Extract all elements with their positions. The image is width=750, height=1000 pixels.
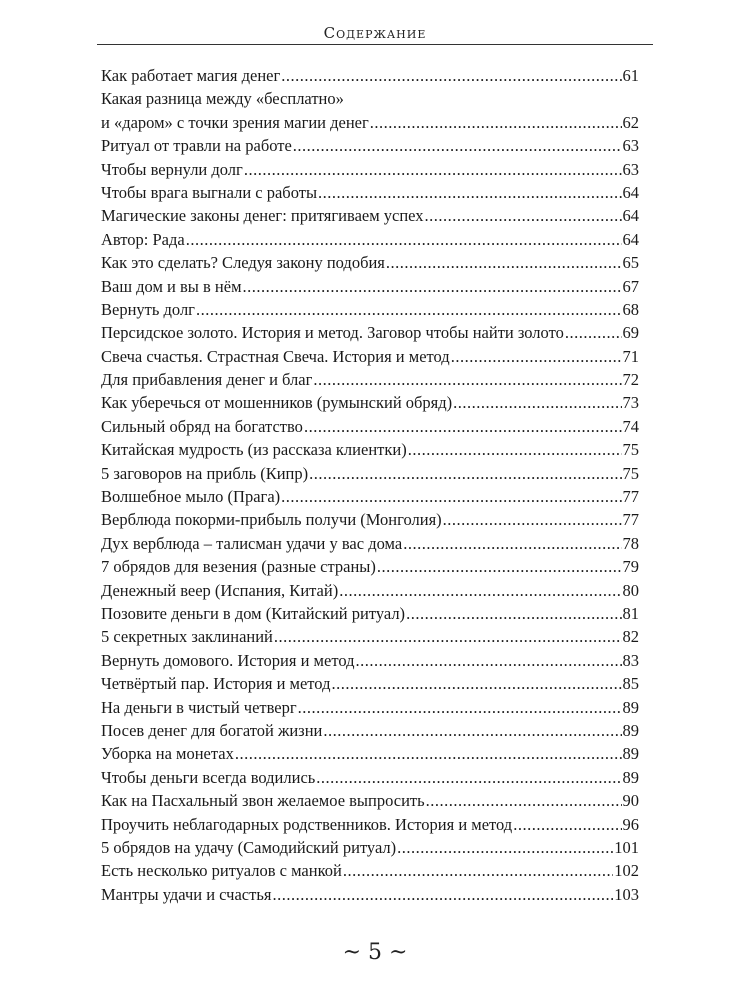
toc-entry-title: Дух верблюда – талисман удачи у вас дома <box>101 533 403 553</box>
toc-entry-page-number: 71 <box>622 346 639 366</box>
dot-leader <box>281 64 621 87</box>
toc-entry[interactable] <box>101 438 639 461</box>
page-number: ~ 5 ~ <box>342 940 408 965</box>
toc-entry-title: Денежный веер (Испания, Китай) <box>101 580 339 600</box>
toc-entry-page-number: 64 <box>622 206 639 226</box>
toc-entry-title: Вернуть долг <box>101 299 195 319</box>
toc-entry-page-number: 77 <box>622 510 639 530</box>
toc-entry-title: На деньги в чистый четверг <box>101 697 297 717</box>
toc-entry[interactable] <box>101 462 639 485</box>
toc-entry[interactable] <box>101 859 639 882</box>
toc-entry-title: 5 секретных заклинаний <box>101 627 273 647</box>
toc-entry-page-number: 74 <box>622 416 639 436</box>
toc-entry-page-number: 69 <box>622 323 639 343</box>
toc-entry[interactable] <box>101 368 639 391</box>
toc-entry-page-number: 64 <box>622 182 639 202</box>
dot-leader <box>313 368 621 391</box>
toc-entry-page-number: 63 <box>622 136 639 156</box>
toc-entry-page-number: 77 <box>622 487 639 507</box>
toc-entry[interactable] <box>101 649 639 672</box>
toc-entry-page-number: 96 <box>622 814 639 834</box>
dot-leader <box>356 649 622 672</box>
toc-entry-page-number: 101 <box>614 837 639 857</box>
dot-leader <box>453 391 621 414</box>
toc-entry-page-number: 63 <box>622 159 639 179</box>
toc-entry-title: Чтобы вернули долг <box>101 159 243 179</box>
dot-leader <box>443 508 622 531</box>
toc-entry-page-number: 78 <box>622 533 639 553</box>
toc-entry[interactable] <box>101 275 639 298</box>
toc-entry-title: Персидское золото. История и метод. Заговор чтобы найти золото <box>101 323 564 343</box>
toc-entry[interactable] <box>101 87 639 110</box>
toc-entry-page-number: 75 <box>622 440 639 460</box>
toc-entry-title: Чтобы деньги всегда водились <box>101 767 316 787</box>
toc-entry[interactable] <box>101 298 639 321</box>
toc-entry-title: 5 обрядов на удачу (Самодийский ритуал) <box>101 837 397 857</box>
toc-entry[interactable] <box>101 555 639 578</box>
toc-entry-page-number: 67 <box>622 276 639 296</box>
toc-entry[interactable] <box>101 625 639 648</box>
toc-entry-page-number: 102 <box>614 861 639 881</box>
toc-entry-page-number: 103 <box>614 884 639 904</box>
dot-leader <box>370 111 622 134</box>
toc-entry-title: Как это сделать? Следуя закону подобия <box>101 253 385 273</box>
toc-entry-page-number: 62 <box>622 112 639 132</box>
toc-entry-title: Четвёртый пар. История и метод <box>101 674 331 694</box>
toc-entry-title: Вернуть домового. История и метод <box>101 650 355 670</box>
toc-entry-page-number: 90 <box>622 791 639 811</box>
toc-entry[interactable] <box>101 579 639 602</box>
toc-entry-page-number: 72 <box>622 370 639 390</box>
toc-entry-title: Ваш дом и вы в нём <box>101 276 242 296</box>
toc-entry-page-number: 75 <box>622 463 639 483</box>
toc-entry-page-number: 68 <box>622 299 639 319</box>
toc-entry[interactable] <box>101 64 639 87</box>
dot-leader <box>272 883 613 906</box>
dot-leader <box>425 204 622 227</box>
toc-entry-title: 5 заговоров на прибль (Кипр) <box>101 463 309 483</box>
toc-entry[interactable] <box>101 158 639 181</box>
toc-entry-title: Чтобы врага выгнали с работы <box>101 182 318 202</box>
toc-entry[interactable] <box>101 415 639 438</box>
dot-leader <box>274 625 622 648</box>
toc-entry[interactable] <box>101 836 639 859</box>
toc-entry[interactable] <box>101 696 639 719</box>
toc-entry-page-number: 89 <box>622 767 639 787</box>
toc-entry-title: и «даром» с точки зрения магии денег <box>101 112 369 132</box>
toc-entry-title: Ритуал от травли на работе <box>101 136 292 156</box>
dot-leader <box>377 555 622 578</box>
header-rule <box>97 44 653 45</box>
dot-leader <box>243 275 622 298</box>
dot-leader <box>304 415 622 438</box>
toc-entry-page-number: 89 <box>622 744 639 764</box>
toc-entry-title: Верблюда покорми-прибыль получи (Монголия) <box>101 510 442 530</box>
toc-entry-title: Автор: Рада <box>101 229 185 249</box>
dot-leader <box>403 532 621 555</box>
running-head-title: Содержание <box>323 24 427 42</box>
toc-entry-title: Какая разница между «бесплатно» <box>101 89 344 109</box>
dot-leader <box>318 181 621 204</box>
toc-entry-title: Для прибавления денег и благ <box>101 370 313 390</box>
toc-entry-page-number: 82 <box>622 627 639 647</box>
toc-entry[interactable] <box>101 883 639 906</box>
toc-entry-page-number: 64 <box>622 229 639 249</box>
toc-entry-title: Как работает магия денег <box>101 66 281 85</box>
toc-entry-title: Сильный обряд на богатство <box>101 416 303 436</box>
dot-leader <box>235 742 622 765</box>
toc-entry[interactable] <box>101 391 639 414</box>
table-of-contents <box>101 64 639 906</box>
toc-entry-title: Мантры удачи и счастья <box>101 884 272 904</box>
toc-entry-title: Китайская мудрость (из рассказа клиентки) <box>101 440 407 460</box>
toc-entry-title: Волшебное мыло (Прага) <box>101 487 281 507</box>
toc-entry-page-number: 81 <box>622 603 639 623</box>
dot-leader <box>513 813 621 836</box>
toc-entry-page-number: 80 <box>622 580 639 600</box>
dot-leader <box>316 766 621 789</box>
dot-leader <box>244 158 622 181</box>
toc-entry[interactable] <box>101 321 639 344</box>
dot-leader <box>343 859 613 882</box>
dot-leader <box>451 345 622 368</box>
toc-entry[interactable] <box>101 789 639 812</box>
dot-leader <box>397 836 613 859</box>
dot-leader <box>196 298 622 321</box>
toc-entry[interactable] <box>101 508 639 531</box>
dot-leader <box>386 251 622 274</box>
dot-leader <box>406 602 621 625</box>
toc-entry-title: Свеча счастья. Страстная Свеча. История и метод <box>101 346 450 366</box>
dot-leader <box>298 696 622 719</box>
toc-entry[interactable] <box>101 251 639 274</box>
toc-entry[interactable] <box>101 602 639 625</box>
dot-leader <box>281 485 621 508</box>
toc-entry[interactable] <box>101 111 639 134</box>
toc-entry-title: Уборка на монетах <box>101 744 234 764</box>
toc-entry[interactable] <box>101 345 639 368</box>
toc-entry[interactable] <box>101 532 639 555</box>
toc-entry-title: Есть несколько ритуалов с манкой <box>101 861 342 881</box>
toc-entry-page-number: 79 <box>622 557 639 577</box>
dot-leader <box>186 228 622 251</box>
toc-entry[interactable] <box>101 742 639 765</box>
dot-leader <box>339 579 621 602</box>
toc-entry[interactable] <box>101 719 639 742</box>
toc-entry-title: Позовите деньги в дом (Китайский ритуал) <box>101 603 406 623</box>
toc-entry[interactable] <box>101 485 639 508</box>
toc-entry-page-number: 65 <box>622 253 639 273</box>
toc-entry[interactable] <box>101 228 639 251</box>
toc-entry-page-number: 61 <box>622 66 639 85</box>
toc-entry-page-number: 85 <box>622 674 639 694</box>
toc-entry-page-number: 83 <box>622 650 639 670</box>
dot-leader <box>309 462 621 485</box>
toc-entry-title: Как уберечься от мошенников (румынский обряд) <box>101 393 453 413</box>
dot-leader <box>408 438 622 461</box>
toc-entry-title: 7 обрядов для везения (разные страны) <box>101 557 376 577</box>
dot-leader <box>331 672 621 695</box>
toc-entry-title: Как на Пасхальный звон желаемое выпросить <box>101 791 425 811</box>
toc-entry-title: Проучить неблагодарных родственников. История и метод <box>101 814 513 834</box>
toc-entry[interactable] <box>101 181 639 204</box>
toc-entry-title: Магические законы денег: притягиваем успех <box>101 206 424 226</box>
dot-leader <box>565 321 622 344</box>
toc-entry[interactable] <box>101 204 639 227</box>
toc-entry-page-number: 89 <box>622 720 639 740</box>
dot-leader <box>426 789 622 812</box>
toc-entry[interactable] <box>101 766 639 789</box>
dot-leader <box>323 719 621 742</box>
toc-entry[interactable] <box>101 672 639 695</box>
toc-entry-page-number: 73 <box>622 393 639 413</box>
toc-entry[interactable] <box>101 134 639 157</box>
dot-leader <box>293 134 622 157</box>
toc-entry-title: Посев денег для богатой жизни <box>101 720 323 740</box>
toc-entry-page-number: 89 <box>622 697 639 717</box>
toc-entry[interactable] <box>101 813 639 836</box>
